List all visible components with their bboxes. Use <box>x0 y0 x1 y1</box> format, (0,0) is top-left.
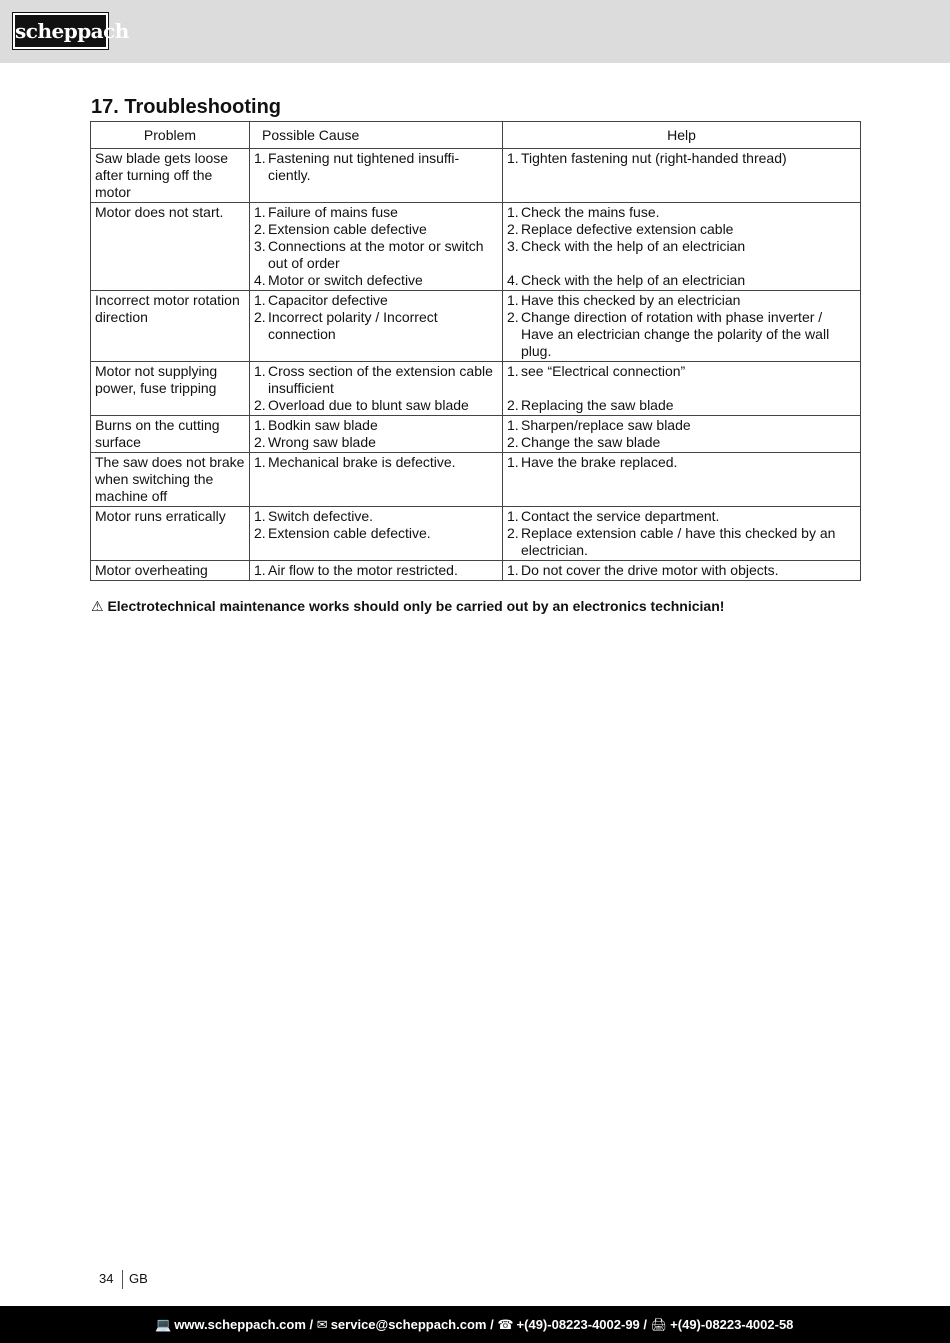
warning-icon: ⚠ <box>91 598 104 614</box>
cell-possible-cause <box>250 561 503 581</box>
item-number: 1. <box>254 204 266 220</box>
item-text: Sharpen/replace saw blade <box>521 417 691 433</box>
item-number: 2. <box>507 309 519 325</box>
item-text: Change direction of rotation with phase inverter / Have an electrician change the polarity of the wall plug. <box>521 309 830 359</box>
cell-problem: Incorrect motor rotation direction <box>91 291 250 362</box>
item-number: 2. <box>254 221 266 237</box>
item-text: Air flow to the motor restricted. <box>268 562 458 578</box>
item-text: Fastening nut tightened insuffi-ciently. <box>268 150 460 183</box>
item-text: Motor or switch defective <box>268 272 423 288</box>
item-text: Tighten fastening nut (right-handed thread) <box>521 150 787 166</box>
item-number: 1. <box>507 562 519 578</box>
cell-help <box>503 561 861 581</box>
phone-icon: ☎ <box>497 1317 514 1332</box>
item-text: Wrong saw blade <box>268 434 376 450</box>
item-text: Contact the service department. <box>521 508 720 524</box>
cause-item <box>254 204 498 221</box>
cell-possible-cause <box>250 291 503 362</box>
item-number: 1. <box>507 454 519 470</box>
cell-problem: Motor does not start. <box>91 203 250 291</box>
item-number: 2. <box>507 434 519 450</box>
item-number: 2. <box>254 397 266 413</box>
footer-fax: +(49)-08223-4002-58 <box>670 1317 794 1332</box>
item-number: 1. <box>254 417 266 433</box>
item-text: see “Electrical connection” <box>521 363 686 379</box>
scheppach-logo: scheppach <box>13 13 108 49</box>
item-text: Extension cable defective. <box>268 525 431 541</box>
help-item <box>507 292 856 309</box>
item-number: 1. <box>507 417 519 433</box>
troubleshooting-table <box>90 121 861 581</box>
cause-item <box>254 309 498 343</box>
footer-separator: / <box>309 1317 314 1332</box>
cell-help <box>503 416 861 453</box>
help-item <box>507 454 856 471</box>
help-item <box>507 272 856 289</box>
item-number: 1. <box>507 150 519 166</box>
table-row <box>91 507 861 561</box>
item-number: 1. <box>254 292 266 308</box>
cell-help <box>503 291 861 362</box>
item-number: 1. <box>507 363 519 379</box>
help-item <box>507 238 856 255</box>
item-text: Switch defective. <box>268 508 374 524</box>
page-divider <box>122 1270 123 1289</box>
item-text: Capacitor defective <box>268 292 388 308</box>
cause-item <box>254 363 498 397</box>
cell-help <box>503 507 861 561</box>
cell-possible-cause <box>250 507 503 561</box>
item-text: Failure of mains fuse <box>268 204 398 220</box>
help-item <box>507 221 856 238</box>
header-band <box>0 0 950 63</box>
table-row <box>91 149 861 203</box>
cause-item <box>254 397 498 414</box>
email-icon: ✉ <box>316 1317 328 1332</box>
cause-item <box>254 150 498 184</box>
item-number: 1. <box>254 562 266 578</box>
item-text: Mechanical brake is defective. <box>268 454 456 470</box>
help-item <box>507 434 856 451</box>
item-number: 1. <box>254 454 266 470</box>
item-number: 1. <box>507 292 519 308</box>
cell-problem: The saw does not brake when switching the machine off <box>91 453 250 507</box>
item-text: Replace defective extension cable <box>521 221 734 237</box>
cell-problem: Burns on the cutting surface <box>91 416 250 453</box>
item-text: Connections at the motor or switch out of order <box>268 238 484 271</box>
item-number: 2. <box>254 525 266 541</box>
item-number: 1. <box>254 363 266 379</box>
warning-text: Electrotechnical maintenance works should only be carried out by an electronics technician! <box>107 598 725 614</box>
table-row <box>91 291 861 362</box>
cell-problem: Motor runs erratically <box>91 507 250 561</box>
header-problem: Problem <box>91 122 250 149</box>
fax-icon: 🖨 <box>650 1317 668 1332</box>
item-text: Check with the help of an electrician <box>521 238 746 254</box>
item-text: Cross section of the extension cable insufficient <box>268 363 493 396</box>
help-item <box>507 309 856 360</box>
page-language: GB <box>129 1271 148 1286</box>
footer-separator: / <box>643 1317 648 1332</box>
item-text: Replacing the saw blade <box>521 397 674 413</box>
cell-possible-cause <box>250 362 503 416</box>
cause-item <box>254 221 498 238</box>
cause-item <box>254 292 498 309</box>
item-text: Incorrect polarity / Incorrect connection <box>268 309 438 342</box>
help-item <box>507 204 856 221</box>
cause-item <box>254 525 498 542</box>
item-text: Do not cover the drive motor with objects. <box>521 562 779 578</box>
item-text: Extension cable defective <box>268 221 427 237</box>
table-header-row <box>91 122 861 149</box>
cause-item <box>254 562 498 579</box>
cause-item <box>254 454 498 471</box>
cell-possible-cause <box>250 203 503 291</box>
cell-problem: Saw blade gets loose after turning off the motor <box>91 149 250 203</box>
footer-separator: / <box>490 1317 494 1332</box>
help-item <box>507 417 856 434</box>
item-text: Bodkin saw blade <box>268 417 378 433</box>
item-number: 1. <box>507 204 519 220</box>
item-number: 1. <box>254 508 266 524</box>
item-text: Replace extension cable / have this checked by an electrician. <box>521 525 836 558</box>
item-number: 3. <box>254 238 266 254</box>
item-text: Change the saw blade <box>521 434 661 450</box>
help-item <box>507 363 856 380</box>
cause-item <box>254 417 498 434</box>
warning-note <box>91 598 724 615</box>
cell-help <box>503 149 861 203</box>
table-row <box>91 416 861 453</box>
help-item <box>507 562 856 579</box>
item-number: 2. <box>254 309 266 325</box>
cause-item <box>254 508 498 525</box>
help-item <box>507 508 856 525</box>
footer-phone: +(49)-08223-4002-99 <box>516 1317 640 1332</box>
header-possible-cause: Possible Cause <box>250 122 503 149</box>
page-number: 34 <box>99 1271 114 1286</box>
cause-item <box>254 434 498 451</box>
line-spacer <box>507 380 856 397</box>
footer-bar <box>0 1306 950 1343</box>
cause-item <box>254 238 498 272</box>
cell-problem: Motor overheating <box>91 561 250 581</box>
item-number: 2. <box>507 221 519 237</box>
help-item <box>507 525 856 559</box>
footer-website[interactable]: www.scheppach.com <box>174 1317 306 1332</box>
item-number: 2. <box>254 434 266 450</box>
section-title: 17. Troubleshooting <box>91 96 282 118</box>
line-spacer <box>507 255 856 272</box>
table-row <box>91 561 861 581</box>
item-number: 4. <box>254 272 266 288</box>
cell-help <box>503 453 861 507</box>
cell-help <box>503 203 861 291</box>
help-item <box>507 150 856 167</box>
item-number: 1. <box>254 150 266 166</box>
footer-email[interactable]: service@scheppach.com <box>330 1317 487 1332</box>
item-text: Have the brake replaced. <box>521 454 678 470</box>
cell-possible-cause <box>250 416 503 453</box>
item-text: Check the mains fuse. <box>521 204 660 220</box>
item-number: 4. <box>507 272 519 288</box>
cell-help <box>503 362 861 416</box>
item-number: 2. <box>507 397 519 413</box>
table-row <box>91 203 861 291</box>
help-item <box>507 397 856 414</box>
cell-possible-cause <box>250 149 503 203</box>
item-text: Have this checked by an electrician <box>521 292 741 308</box>
header-help: Help <box>503 122 861 149</box>
item-number: 2. <box>507 525 519 541</box>
table-row <box>91 453 861 507</box>
item-number: 1. <box>507 508 519 524</box>
table-row <box>91 362 861 416</box>
cause-item <box>254 272 498 289</box>
item-number: 3. <box>507 238 519 254</box>
cell-problem: Motor not supplying power, fuse tripping <box>91 362 250 416</box>
item-text: Overload due to blunt saw blade <box>268 397 469 413</box>
computer-icon: 💻 <box>155 1317 172 1332</box>
cell-possible-cause <box>250 453 503 507</box>
item-text: Check with the help of an electrician <box>521 272 746 288</box>
